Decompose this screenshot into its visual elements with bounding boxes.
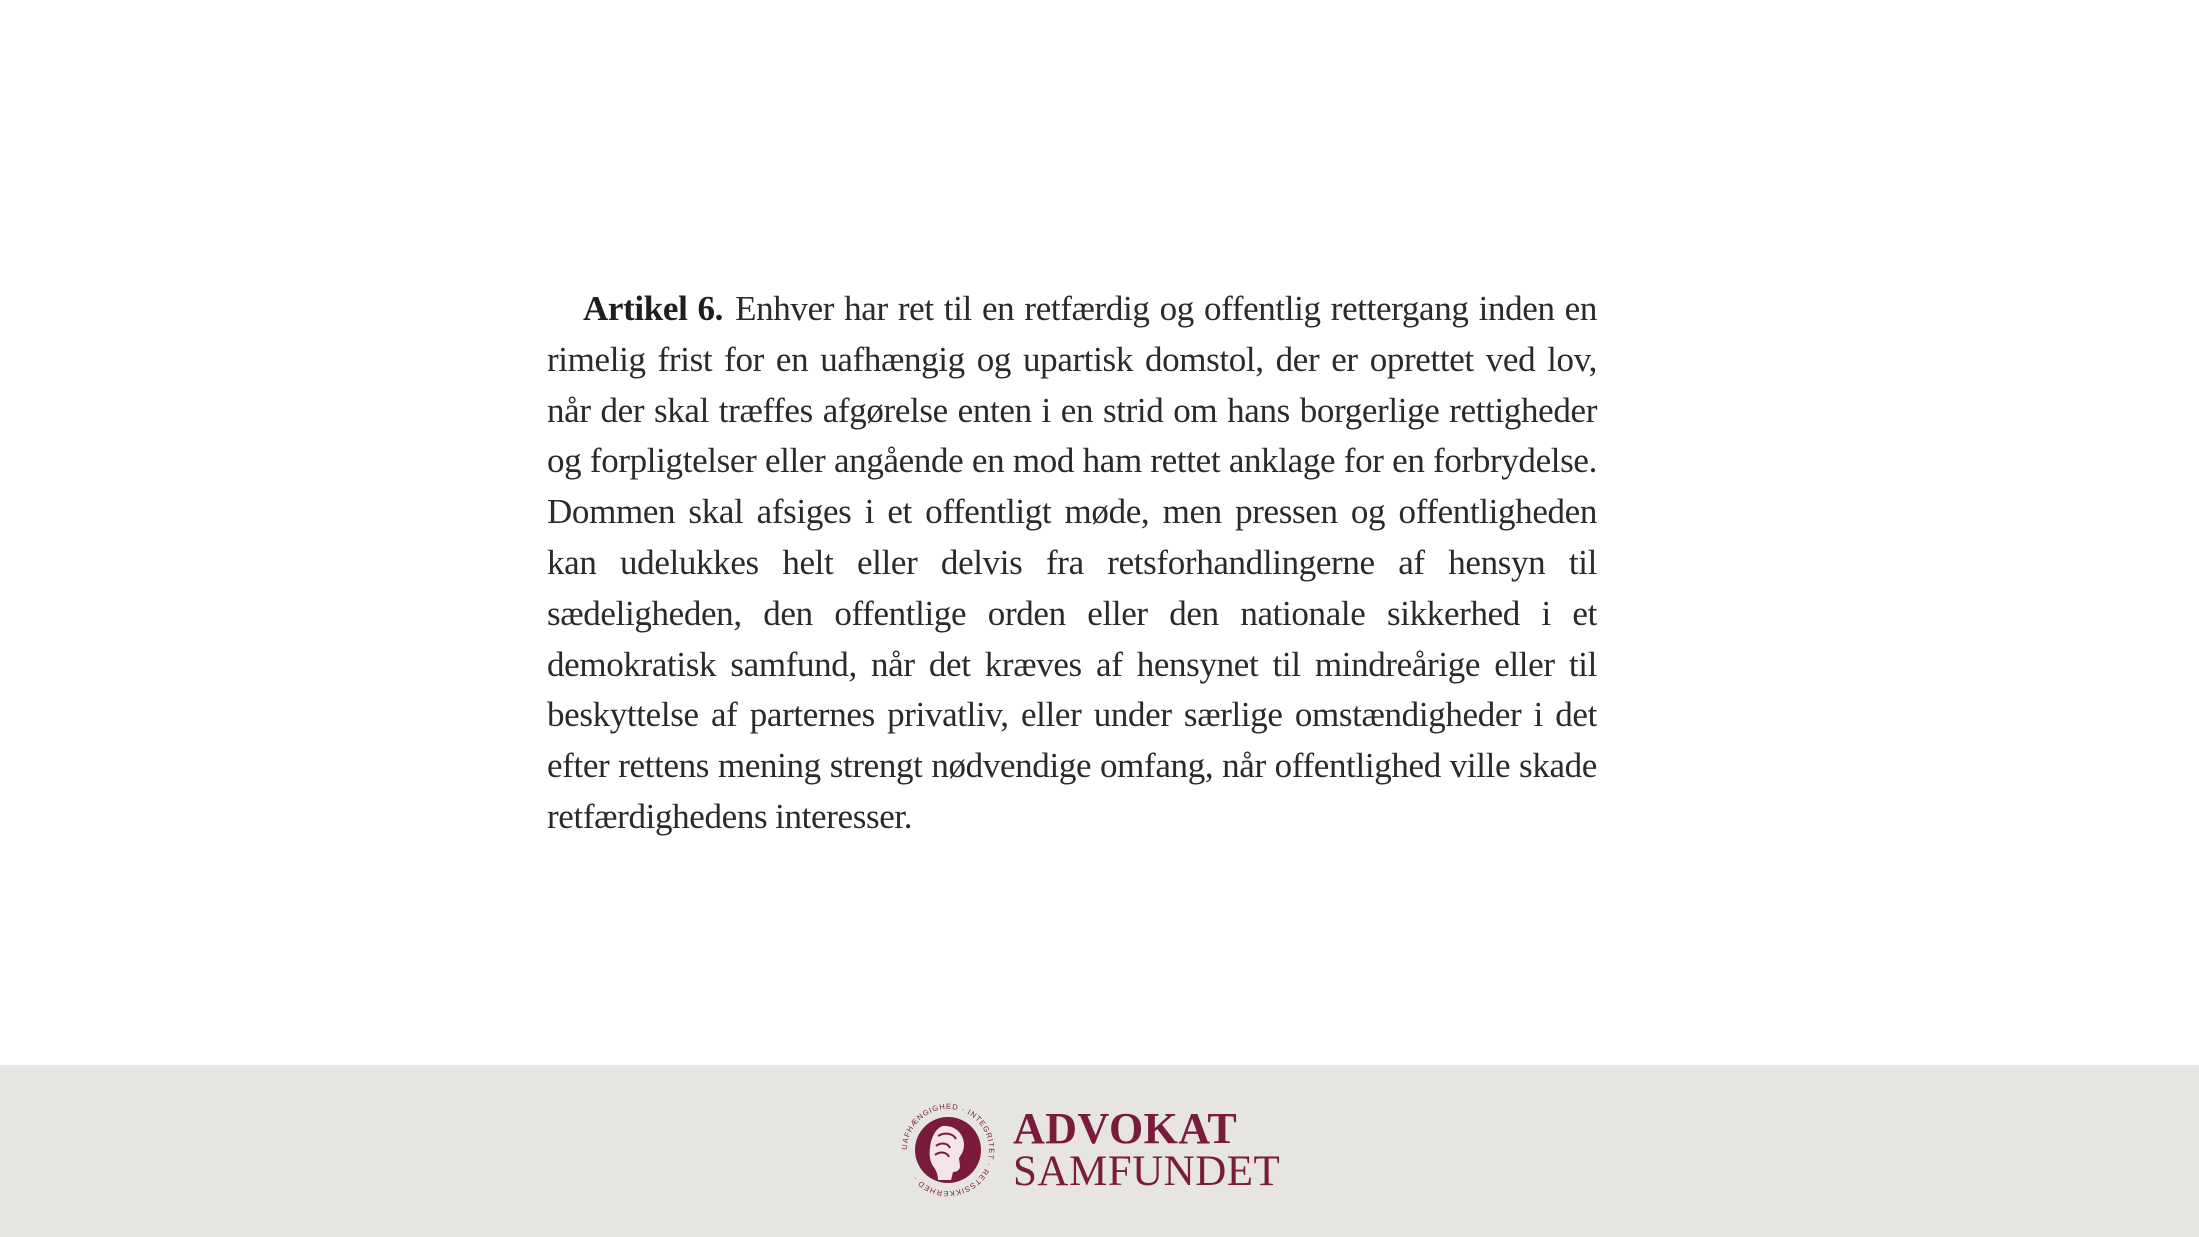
article-paragraph — [547, 284, 1597, 843]
logo-word-samfundet: SAMFUNDET — [1013, 1148, 1281, 1195]
seal-icon — [898, 1100, 998, 1200]
logo-word-advokat: ADVOKAT — [1013, 1104, 1238, 1153]
advokatsamfundet-logo — [898, 1100, 1298, 1200]
article-heading: Artikel 6. — [583, 289, 724, 328]
seal-text: UAFHÆNGIGHED · INTEGRITET · RETSSIKKERHED · — [899, 1101, 997, 1199]
article-body: Enhver har ret til en retfærdig og offentlig rettergang inden en rimelig frist for en uafhængig og upartisk domstol, der er oprettet ved lov, når der skal træffes afgørelse enten i en strid om hans borgerlige rettigheder og forpligtelser eller angående en mod ham rettet anklage for en forbrydelse. Dommen skal afsiges i et offentligt møde, men pressen og offentligheden kan udelukkes helt eller delvis fra retsforhandlingerne af hensyn til sædeligheden, den offentlige orden eller den nationale sikkerhed i et demokratisk samfund, når det kræves af hensynet til mindreårige eller til beskyttelse af parternes privatliv, eller under særlige omstændigheder i det efter rettens mening strengt nødvendige omfang, når offentlighed ville skade retfærdighedens interesser. — [547, 289, 1597, 836]
